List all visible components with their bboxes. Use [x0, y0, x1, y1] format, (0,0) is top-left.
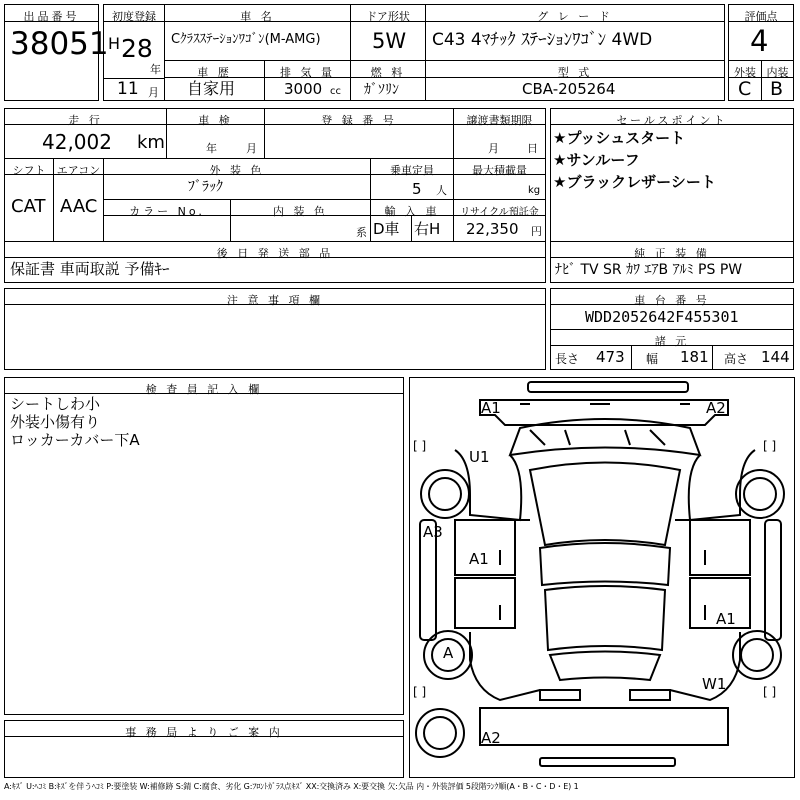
damage-diagram — [409, 377, 795, 778]
score: 4 — [750, 24, 769, 58]
equipment: ﾅﾋﾞ TV SR ｶﾜ ｴｱB ｱﾙﾐ PS PW — [555, 262, 743, 278]
notes-label: 注 意 事 項 欄 — [4, 288, 546, 305]
bracket-mark: [ ] — [763, 439, 777, 453]
bracket-mark: [ ] — [763, 685, 777, 699]
month-unit: 月 — [148, 86, 159, 99]
color-label: 外 装 色 — [103, 158, 371, 175]
inspector-line: シートしわ小 — [10, 395, 101, 413]
damage-mark-mirror-left: A3 — [423, 523, 443, 541]
damage-mark-front-left: A1 — [481, 399, 501, 417]
year-unit: 年 — [150, 63, 161, 76]
fuel: ｶﾞｿﾘﾝ — [364, 82, 399, 98]
sales-label: セールスポイント — [550, 108, 794, 125]
exterior-color: ﾌﾞﾗｯｸ — [188, 179, 223, 195]
load-unit: kg — [528, 185, 541, 196]
office-label: 事 務 局 よ り ご 案 内 — [4, 720, 404, 737]
ac-label: エアコン — [53, 158, 104, 175]
recycle-fee: 22,350 — [466, 220, 519, 238]
bracket-mark: [ ] — [413, 685, 427, 699]
sales-point: ★サンルーフ — [553, 151, 640, 169]
grade: C43 4ﾏﾁｯｸ ｽﾃｰｼｮﾝﾜｺﾞﾝ 4WD — [432, 30, 653, 50]
dims-label: 諸 元 — [550, 329, 794, 346]
damage-mark-door-right: A1 — [716, 610, 736, 628]
ac: AAC — [60, 196, 98, 217]
colorno-label: カラー No. — [103, 199, 231, 216]
lot-label: 出品番号 — [4, 4, 99, 22]
capacity: 5 — [412, 180, 422, 198]
displacement: 3000 — [284, 80, 323, 98]
lot-number: 38051 — [10, 26, 109, 62]
interior-color-unit: 系 — [356, 226, 367, 239]
name-label: 車 名 — [164, 4, 351, 22]
equipment-label: 純 正 装 備 — [550, 241, 794, 258]
exterior-grade: C — [738, 78, 752, 100]
capacity-label: 乗車定員 — [370, 158, 454, 175]
damage-mark-fender-left: U1 — [469, 448, 490, 466]
length: 473 — [596, 348, 625, 366]
inspector-line: 外装小傷有り — [10, 413, 101, 431]
grade-label: グ レ ー ド — [425, 4, 725, 22]
car-name: Cｸﾗｽｽﾃｰｼｮﾝﾜｺﾞﾝ(M-AMG) — [171, 32, 321, 47]
recycle-unit: 円 — [531, 225, 542, 238]
regno-label: 登 録 番 号 — [264, 108, 454, 125]
mileage-label: 走 行 — [4, 108, 167, 125]
transfer-label: 譲渡書類期限 — [453, 108, 546, 125]
import-dealer: D車 — [373, 220, 400, 238]
door-type: 5W — [372, 29, 407, 53]
damage-mark-front-right: A2 — [706, 399, 726, 417]
score-label: 評価点 — [728, 4, 794, 22]
interior-color-label: 内 装 色 — [230, 199, 371, 216]
history-label: 車 歴 — [164, 60, 265, 78]
shift: CAT — [11, 196, 46, 217]
bracket-mark: [ ] — [413, 439, 427, 453]
width: 181 — [680, 348, 709, 366]
inspector-label: 検 査 員 記 入 欄 — [4, 377, 404, 394]
length-label: 長さ — [555, 352, 580, 366]
era: H — [108, 34, 121, 53]
mileage: 42,002 — [42, 130, 112, 154]
inspection-year-unit: 年 — [206, 142, 217, 155]
sales-point: ★ブラックレザーシート — [553, 173, 716, 191]
capacity-unit: 人 — [436, 184, 447, 197]
width-label: 幅 — [646, 352, 659, 366]
dims-box — [550, 345, 794, 370]
inspection-month-unit: 月 — [246, 142, 257, 155]
mileage-unit: km — [137, 132, 165, 153]
later-parts-label: 後 日 発 送 部 品 — [4, 241, 546, 258]
first-reg-label: 初度登録 — [103, 4, 165, 22]
import-label: 輸 入 車 — [370, 199, 454, 216]
displacement-label: 排 気 量 — [264, 60, 351, 78]
damage-mark-wheel-left: A — [443, 644, 454, 662]
chassis-number: WDD2052642F455301 — [585, 308, 739, 326]
legend-text: A:ｷｽﾞ U:ﾍｺﾐ B:ｷｽﾞを伴うﾍｺﾐ P:要塗装 W:補修跡 S:錆 C:腐食、劣化 G:ﾌﾛﾝﾄｶﾞﾗｽ点ｷｽﾞ XX:交換済み X:要交換 欠:欠品 内・外装評価 5段階ﾗﾝｸ順(A・B・C・D・E) 1 — [4, 782, 579, 791]
transfer-month-unit: 月 — [488, 142, 499, 155]
interior-label: 内装 — [761, 60, 794, 78]
damage-mark-quarter-right: W1 — [702, 675, 727, 693]
recycle-label: リサイクル預託金 — [453, 199, 546, 216]
height: 144 — [761, 348, 790, 366]
displacement-unit: cc — [330, 86, 341, 97]
inspection-label: 車 検 — [166, 108, 265, 125]
shift-label: シフト — [4, 158, 54, 175]
later-parts: 保証書 車両取説 予備ｷｰ — [10, 260, 170, 278]
model-label: 型 式 — [425, 60, 725, 78]
load-label: 最大積載量 — [453, 158, 546, 175]
interior-grade: B — [770, 78, 784, 100]
transfer-day-unit: 日 — [527, 142, 538, 155]
import-handle: 右H — [414, 220, 441, 238]
model-code: CBA-205264 — [522, 80, 616, 98]
damage-mark-door-left: A1 — [469, 550, 489, 568]
month: 11 — [117, 79, 139, 99]
inspector-line: ロッカーカバー下A — [10, 431, 140, 449]
history: 自家用 — [187, 79, 236, 98]
sales-point: ★プッシュスタート — [553, 129, 686, 147]
damage-mark-rear-bumper: A2 — [481, 729, 501, 747]
exterior-label: 外装 — [728, 60, 762, 78]
fuel-label: 燃 料 — [350, 60, 426, 78]
chassis-label: 車 台 番 号 — [550, 288, 794, 305]
height-label: 高さ — [724, 352, 749, 366]
year: 28 — [121, 34, 153, 63]
door-label: ドア形状 — [350, 4, 426, 22]
